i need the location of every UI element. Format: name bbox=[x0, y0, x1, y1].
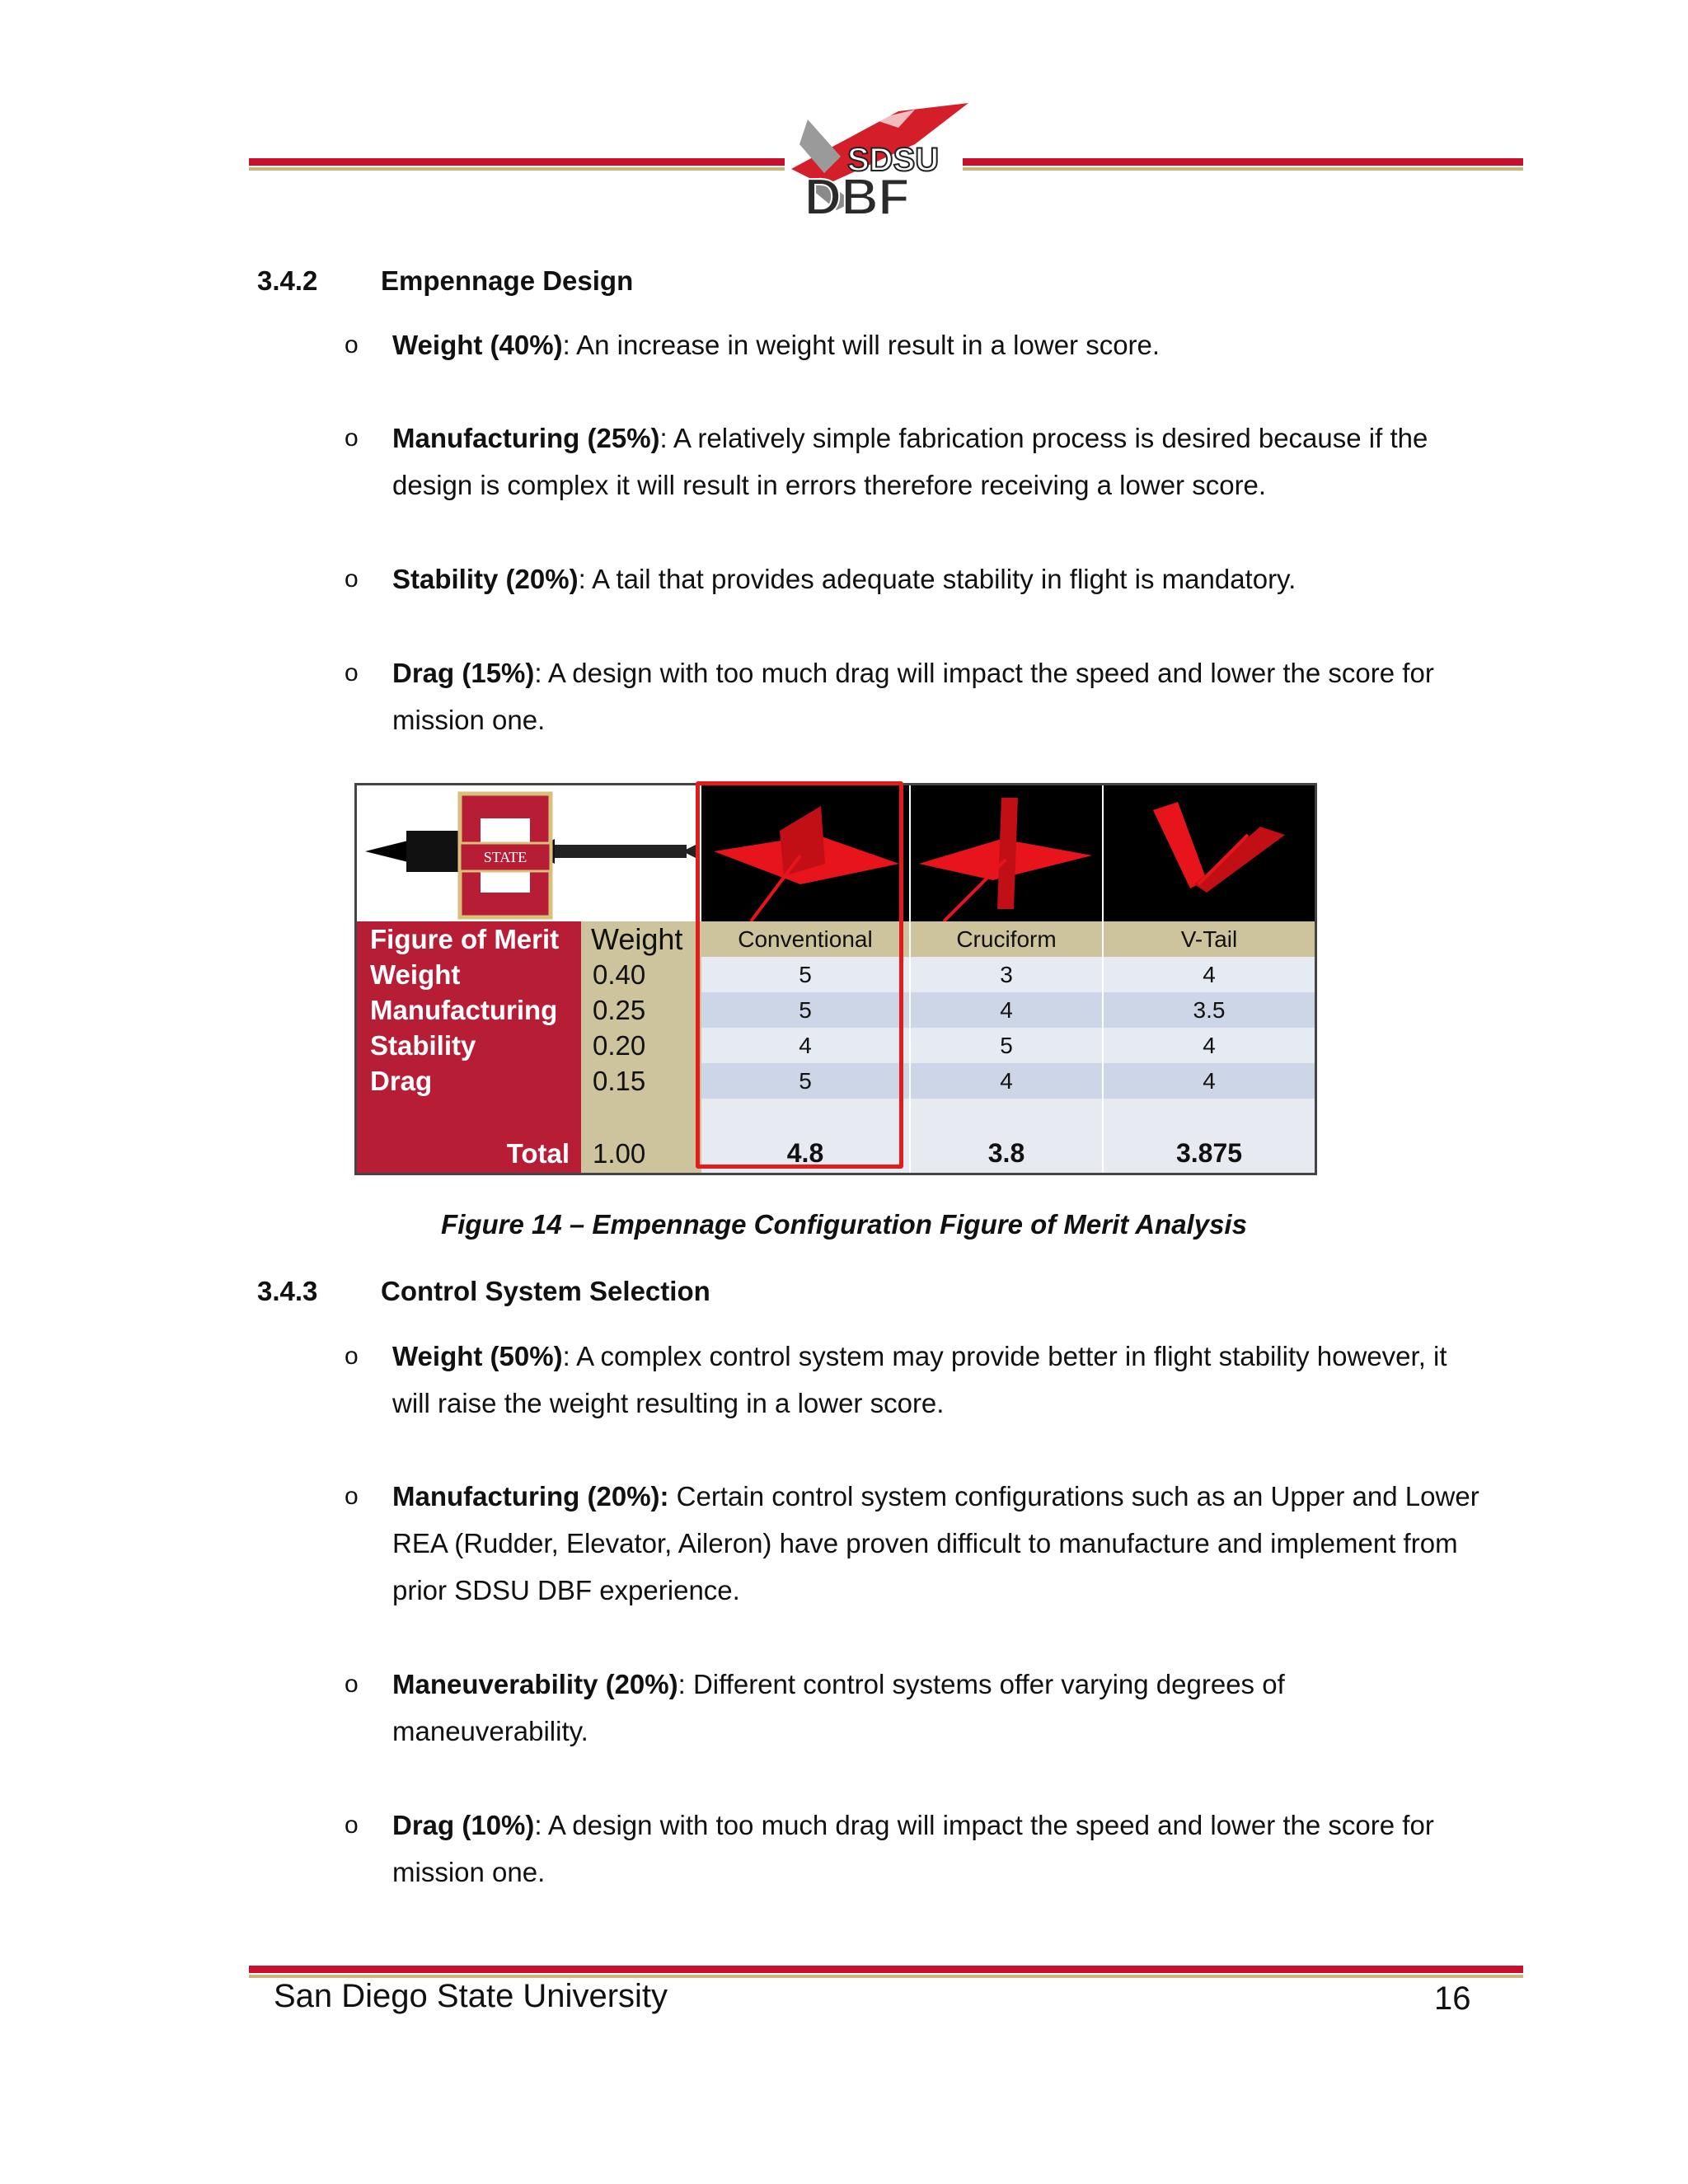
bullet-mark: o bbox=[345, 1343, 359, 1370]
bullet-text: : A relatively simple fabrication process is desired because if the design is complex it will result in errors therefore receiving a lower score. bbox=[392, 423, 1428, 500]
bullet-label: Drag (15%) bbox=[392, 658, 535, 688]
score-cell: 4 bbox=[1104, 1028, 1315, 1063]
bullet-label: Weight (40%) bbox=[392, 330, 563, 360]
header-cruciform: Cruciform bbox=[911, 921, 1102, 957]
header-rule-right bbox=[963, 158, 1523, 170]
v-tail-column bbox=[1104, 921, 1315, 1173]
logo-state-text: STATE bbox=[483, 849, 528, 865]
score-cell: 5 bbox=[701, 1063, 909, 1099]
section-title: Control System Selection bbox=[381, 1276, 710, 1306]
score-cell: 4 bbox=[911, 992, 1102, 1028]
score-cell: 4 bbox=[701, 1028, 909, 1063]
bullet-label: Maneuverability (20%) bbox=[392, 1669, 678, 1699]
bullet-label: Manufacturing (20%): bbox=[392, 1481, 669, 1511]
score-cell: 3.5 bbox=[1104, 992, 1315, 1028]
cruciform-column bbox=[911, 921, 1102, 1173]
section-number: 3.4.2 bbox=[257, 265, 318, 296]
bullet-mark: o bbox=[345, 424, 359, 452]
section-number: 3.4.3 bbox=[257, 1276, 318, 1306]
sdsu-state-logo bbox=[357, 785, 701, 921]
bullet-text: Certain control system configurations such as an Upper and Lower REA (Rudder, Elevator, Aileron) have proven difficult to manufacture and implement from prior SDSU DBF experience. bbox=[392, 1481, 1479, 1605]
bullet-mark: o bbox=[345, 331, 359, 359]
bullet-text: : Different control systems offer varying degrees of maneuverability. bbox=[392, 1669, 1285, 1746]
total-cruciform: 3.8 bbox=[911, 1099, 1102, 1173]
sdsu-dbf-logo bbox=[775, 95, 973, 227]
logo-text-bottom: DBF bbox=[804, 169, 910, 226]
bullet-mark: o bbox=[345, 1671, 359, 1698]
score-cell: 4 bbox=[1104, 1063, 1315, 1099]
section-title: Empennage Design bbox=[381, 265, 634, 296]
score-cell: 4 bbox=[1104, 957, 1315, 992]
weight-value: 0.40 bbox=[593, 959, 646, 990]
header-figure-of-merit: Figure of Merit bbox=[370, 924, 560, 954]
bullet-text: : A complex control system may provide better in flight stability however, it will raise the weight resulting in a lower score. bbox=[392, 1341, 1447, 1418]
page-number: 16 bbox=[1434, 1980, 1471, 2017]
weight-value: 0.20 bbox=[593, 1030, 646, 1061]
bullet-text: : A tail that provides adequate stability in flight is mandatory. bbox=[578, 564, 1296, 594]
logo-text-top: SDSU bbox=[847, 142, 940, 178]
score-cell: 5 bbox=[701, 992, 909, 1028]
merit-weight: Weight bbox=[370, 959, 461, 990]
header-v-tail: V-Tail bbox=[1104, 921, 1315, 957]
bullet-label: Drag (10%) bbox=[392, 1810, 535, 1840]
score-cell: 5 bbox=[911, 1028, 1102, 1063]
bullet-text: : A design with too much drag will impact the speed and lower the score for mission one. bbox=[392, 1810, 1434, 1887]
weight-value: 0.15 bbox=[593, 1066, 646, 1096]
conventional-highlight-box bbox=[696, 781, 903, 1169]
merit-stability: Stability bbox=[370, 1030, 476, 1061]
bullet-mark: o bbox=[345, 659, 359, 687]
header-rule-left bbox=[249, 158, 785, 170]
v-tail-image bbox=[1104, 785, 1315, 921]
merit-manufacturing: Manufacturing bbox=[370, 995, 558, 1025]
footer-university: San Diego State University bbox=[274, 1978, 668, 2014]
score-cell: 4 bbox=[911, 1063, 1102, 1099]
bullet-mark: o bbox=[345, 1811, 359, 1839]
cruciform-tail-image bbox=[911, 785, 1102, 921]
weight-total: 1.00 bbox=[593, 1138, 646, 1169]
bullet-label: Stability (20%) bbox=[392, 564, 579, 594]
figure-caption: Figure 14 – Empennage Configuration Figure of Merit Analysis bbox=[441, 1209, 1247, 1240]
score-cell: 3 bbox=[911, 957, 1102, 992]
header-weight: Weight bbox=[591, 922, 683, 956]
bullet-label: Weight (50%) bbox=[392, 1341, 563, 1371]
total-v-tail: 3.875 bbox=[1104, 1099, 1315, 1173]
footer-rule bbox=[249, 1966, 1523, 1978]
bullet-text: : An increase in weight will result in a lower score. bbox=[562, 330, 1160, 360]
bullet-text: : A design with too much drag will impact the speed and lower the score for mission one. bbox=[392, 658, 1434, 735]
merit-total: Total bbox=[506, 1138, 570, 1169]
bullet-label: Manufacturing (25%) bbox=[392, 423, 660, 453]
figure-of-merit-column bbox=[357, 921, 581, 1173]
score-cell: 5 bbox=[701, 957, 909, 992]
total-conventional: 4.8 bbox=[701, 1099, 909, 1173]
merit-drag: Drag bbox=[370, 1066, 433, 1096]
weight-value: 0.25 bbox=[593, 995, 646, 1025]
bullet-mark: o bbox=[345, 565, 359, 593]
weight-column bbox=[581, 921, 701, 1173]
bullet-mark: o bbox=[345, 1483, 359, 1510]
header-conventional: Conventional bbox=[701, 921, 909, 957]
